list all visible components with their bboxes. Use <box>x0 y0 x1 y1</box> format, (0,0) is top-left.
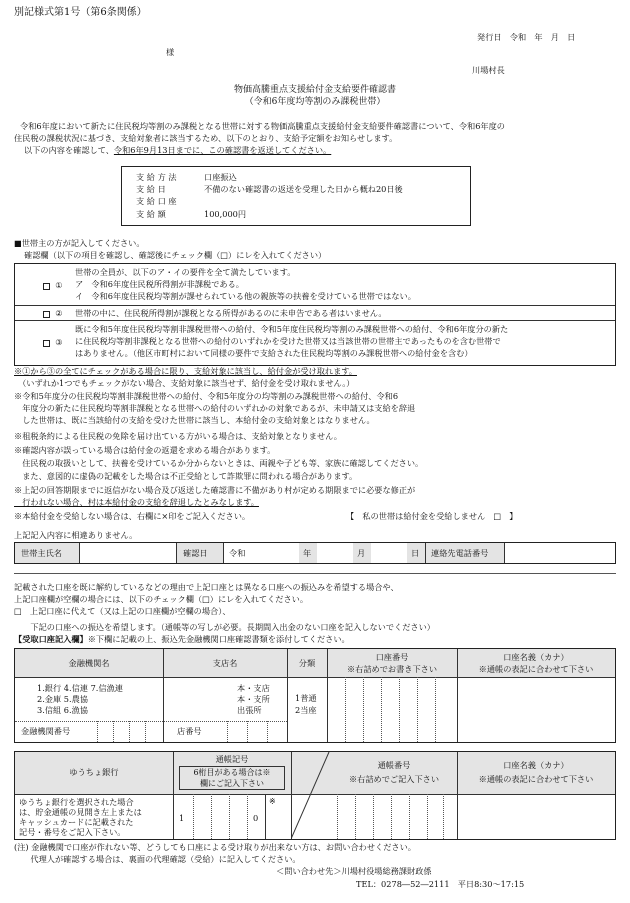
note-4: 年度分の新たに住民税均等割非課税となる世帯への給付のいずれかの対象であるが、未申請又は支給を辞退 <box>14 403 416 413</box>
sixth-digit-mark: ※ <box>269 796 276 806</box>
yucho-header: ゆうちょ銀行 <box>69 767 119 777</box>
passbook-symbol-note-2: 欄にご記入下さい <box>200 779 264 788</box>
yucho-description <box>19 797 142 837</box>
footer-note-1: (注) 金融機関で口座が作れない等、どうしても口座による受け取りが出来ない方は、お問い合わせください。 <box>14 842 416 852</box>
check-2-line-1: 世帯の中に、住民税所得割が課税となる所得があるのに未申告である者はいません。 <box>75 308 387 318</box>
account-number-header: 口座番号 <box>375 652 409 662</box>
check-row-3[interactable] <box>43 337 63 348</box>
decline-option[interactable]: 【 私の世帯は給付金を受給しません □ 】 <box>346 511 518 521</box>
account-holder-note: ※通帳の表記に合わせて下さい <box>478 664 594 674</box>
year-field[interactable] <box>251 543 299 563</box>
yucho-account-table <box>14 751 616 840</box>
issuer: 川場村長 <box>472 65 505 75</box>
check-1-line-1: 世帯の全員が、以下のア・イの要件を全て満たしています。 <box>75 267 296 277</box>
passbook-number-header: 通帳番号 <box>377 760 411 770</box>
checkbox-1[interactable] <box>43 283 50 290</box>
payment-date-value: 不備のない確認書の返送を受理した日から概ね20日後 <box>204 184 403 194</box>
decline-instruction: ※本給付金を受給しない場合は、右欄に×印をご記入ください。 <box>14 511 251 521</box>
check-row-2[interactable] <box>43 308 63 319</box>
passbook-symbol-field[interactable] <box>174 795 264 839</box>
check-3-line-1: 既に令和5年度住民税均等割非課税世帯への給付、令和5年度住民税均等割のみ課税世帯への給付、令和6年度分の新た <box>75 324 509 334</box>
yucho-desc-2: は、貯金通帳の見開き左上または <box>19 807 142 817</box>
check-1-line-2: ア 令和6年度住民税所得割が非課税である。 <box>75 279 244 289</box>
note-10: ※上記の回答期限までに返信がない場合及び返送した確認書に不備があり村が定める期限までに必要な修正が <box>14 485 416 495</box>
branch-type-1: 本・支店 <box>237 683 270 693</box>
check-3-line-2: に住民税均等割非課税となる世帯への給付のいずれかを受けた世帯又は当該世帯の世帯主であったものを含む世帯で <box>75 336 501 346</box>
payment-amount-label: 支 給 額 <box>136 209 166 219</box>
passbook-symbol-note <box>179 766 285 790</box>
signature-row <box>14 542 616 564</box>
confirm-date-label: 確認日 <box>183 548 208 558</box>
note-11: 行われない場合、村は本給付金の支給を辞退したとみなします。 <box>14 497 259 507</box>
year-label: 年 <box>303 548 312 558</box>
payment-account-label: 支 給 口 座 <box>136 196 177 206</box>
phone-label: 連絡先電話番号 <box>431 548 489 558</box>
account-holder-field[interactable] <box>458 678 615 742</box>
section-divider <box>14 573 616 574</box>
contact-office: ＜問い合わせ先＞川場村役場総務課財政係 <box>276 866 432 876</box>
householder-name-field[interactable] <box>80 543 176 563</box>
passbook-symbol-note-1: 6桁目がある場合は※ <box>193 768 271 777</box>
intro-line-3-pre: 以下の内容を確認して、 <box>24 145 114 155</box>
contact-tel: TEL：0278―52―2111 平日8:30～17:15 <box>356 879 525 889</box>
page-subtitle: （令和6年度均等割のみ課税世帯） <box>244 97 386 107</box>
phone-field[interactable] <box>505 543 615 563</box>
note-7: ※確認内容が誤っている場合は給付金の返還を求める場合があります。 <box>14 445 276 455</box>
day-field[interactable] <box>371 543 407 563</box>
intro-line-1: 令和6年度において新たに住民税均等割のみ課税となる世帯に対する物価高騰重点支援給付金支給要件確認書について、令和6年度の <box>20 121 505 131</box>
receiving-account-note: ※下欄に記載の上、振込先金融機関口座確認書類を添付してください。 <box>87 634 350 644</box>
form-number: 別記様式第1号（第6条関係） <box>14 7 147 18</box>
receiving-account-heading <box>14 634 350 645</box>
note-3: ※令和5年度分の住民税均等割非課税世帯への給付、令和5年度分の均等割のみ課税世帯への給付、令和6 <box>14 391 399 401</box>
month-label: 月 <box>357 548 366 558</box>
recipient-suffix: 様 <box>166 47 175 57</box>
passbook-symbol-header: 通帳記号 <box>215 754 249 764</box>
branch-code-label: 店番号 <box>177 726 202 736</box>
month-field[interactable] <box>317 543 353 563</box>
confirm-text: 上記記入内容に相違ありません。 <box>14 530 138 540</box>
note-5: した世帯は、既に当該給付の支給を受けた世帯に該当し、本給付金の支給対象とはなりません。 <box>14 415 375 425</box>
passbook-symbol-prefill-0: 0 <box>253 813 259 823</box>
account-type-header: 分類 <box>298 658 316 668</box>
checkbox-3[interactable] <box>43 340 50 347</box>
branch-type-2: 本・支所 <box>237 694 270 704</box>
era-label: 令和 <box>229 548 246 558</box>
alt-account-line-2: 上記口座欄が空欄の場合には、以下のチェック欄（□）にレを入れてください。 <box>14 594 309 604</box>
check-2-number: ② <box>55 308 63 318</box>
yucho-desc-1: ゆうちょ銀行を選択された場合 <box>19 797 134 807</box>
note-2: （いずれか1つでもチェックがない場合、支給対象に該当せず、給付金を受け取れません。） <box>14 378 355 388</box>
branch-type-3: 出張所 <box>237 705 262 715</box>
payment-method-value: 口座振込 <box>204 172 237 182</box>
section1-instruction: 確認欄（以下の項目を確認し、確認後にチェック欄（□）にレを入れてください） <box>24 250 327 260</box>
footer-note-2: 代理人が確認する場合は、裏面の代理確認（受給）に記入してください。 <box>14 854 301 864</box>
note-1: ※①から③の全てにチェックがある場合に限り、支給対象に該当し、給付金が受け取れます。 <box>14 366 357 376</box>
householder-name-label: 世帯主氏名 <box>21 548 62 558</box>
check-3-line-3: はありません。（他区市町村において同様の要件で支給された住民税均等割のみ課税世帯への給付金を含む） <box>75 348 473 358</box>
account-number-note: ※右詰めでお書き下さい <box>346 664 438 674</box>
account-number-field[interactable] <box>327 678 457 742</box>
alt-account-checkbox[interactable]: □ 上記口座に代えて（又は上記の口座欄が空欄の場合）、 <box>14 606 231 616</box>
checks-table <box>14 263 616 366</box>
note-9: また、意図的に虚偽の記載をした場合は不正受給として詐欺罪に問われる場合があります。 <box>14 471 358 481</box>
issue-date: 発行日 令和 年 月 日 <box>477 32 576 42</box>
intro-line-3 <box>24 145 331 156</box>
alt-account-line-4: 下記の口座への振込を希望します。（通帳等の写しが必要。長期間入出金のない口座を記入しないでください） <box>14 622 435 632</box>
payment-method-label: 支 給 方 法 <box>136 172 177 182</box>
check-1-number: ① <box>55 280 63 290</box>
bank-account-table <box>14 648 616 743</box>
bank-code-label: 金融機関番号 <box>21 726 71 736</box>
payment-info-box <box>121 166 471 226</box>
yucho-holder-header: 口座名義（カナ） <box>503 760 569 770</box>
intro-line-2: 住民税の課税状況に基づき、支給対象者に該当するため、以下のとおり、支給予定額をお知らせします。 <box>14 133 398 143</box>
section1-heading: ■世帯主の方が記入してください。 <box>14 238 145 248</box>
payment-date-label: 支 給 日 <box>136 184 166 194</box>
deadline: 令和6年9月13日までに、この確認書を返送してください。 <box>113 145 332 155</box>
page-title: 物価高騰重点支援給付金支給要件確認書 <box>233 85 396 95</box>
account-type-2: 2当座 <box>295 705 317 715</box>
passbook-symbol-prefill-1: 1 <box>179 813 185 823</box>
yucho-holder-field[interactable] <box>458 795 615 839</box>
day-label: 日 <box>411 548 420 558</box>
yucho-desc-3: キャッシュカードに記載された <box>19 817 134 827</box>
account-type-1: 1普通 <box>295 693 317 703</box>
check-3-number: ③ <box>55 337 63 347</box>
checkbox-2[interactable] <box>43 311 50 318</box>
note-6: ※租税条約による住民税の免除を届け出ている方がいる場合は、支給対象となりません。 <box>14 431 342 441</box>
account-holder-header: 口座名義（カナ） <box>503 652 569 662</box>
passbook-number-note: ※右詰めでご記入下さい <box>348 774 440 784</box>
bank-type-line-3: 3.信組 6.漁協 <box>37 705 88 715</box>
receiving-account-title: 【受取口座記入欄】 <box>14 634 88 644</box>
payment-amount-value: 100,000円 <box>204 209 247 219</box>
bank-name-header: 金融機関名 <box>68 658 110 668</box>
note-8: 住民税の取扱いとして、扶養を受けているか分からないときは、両親や子ども等、家族に確認してください。 <box>14 458 424 468</box>
alt-account-line-1: 記載された口座を既に解約しているなどの理由で上記口座とは異なる口座への振込みを希望する場合や、 <box>14 582 399 592</box>
bank-type-line-2: 2.金庫 5.農協 <box>37 694 88 704</box>
yucho-desc-4: 記号・番号をご記入下さい。 <box>19 827 126 837</box>
check-row-1[interactable] <box>43 280 63 291</box>
yucho-holder-note: ※通帳の表記に合わせて下さい <box>478 774 594 784</box>
branch-name-header: 支店名 <box>212 658 238 668</box>
bank-type-line-1: 1.銀行 4.信連 7.信漁連 <box>37 683 123 693</box>
check-1-line-3: イ 令和6年度住民税均等割が課せられている他の親族等の扶養を受けている世帯ではない。 <box>75 291 416 301</box>
